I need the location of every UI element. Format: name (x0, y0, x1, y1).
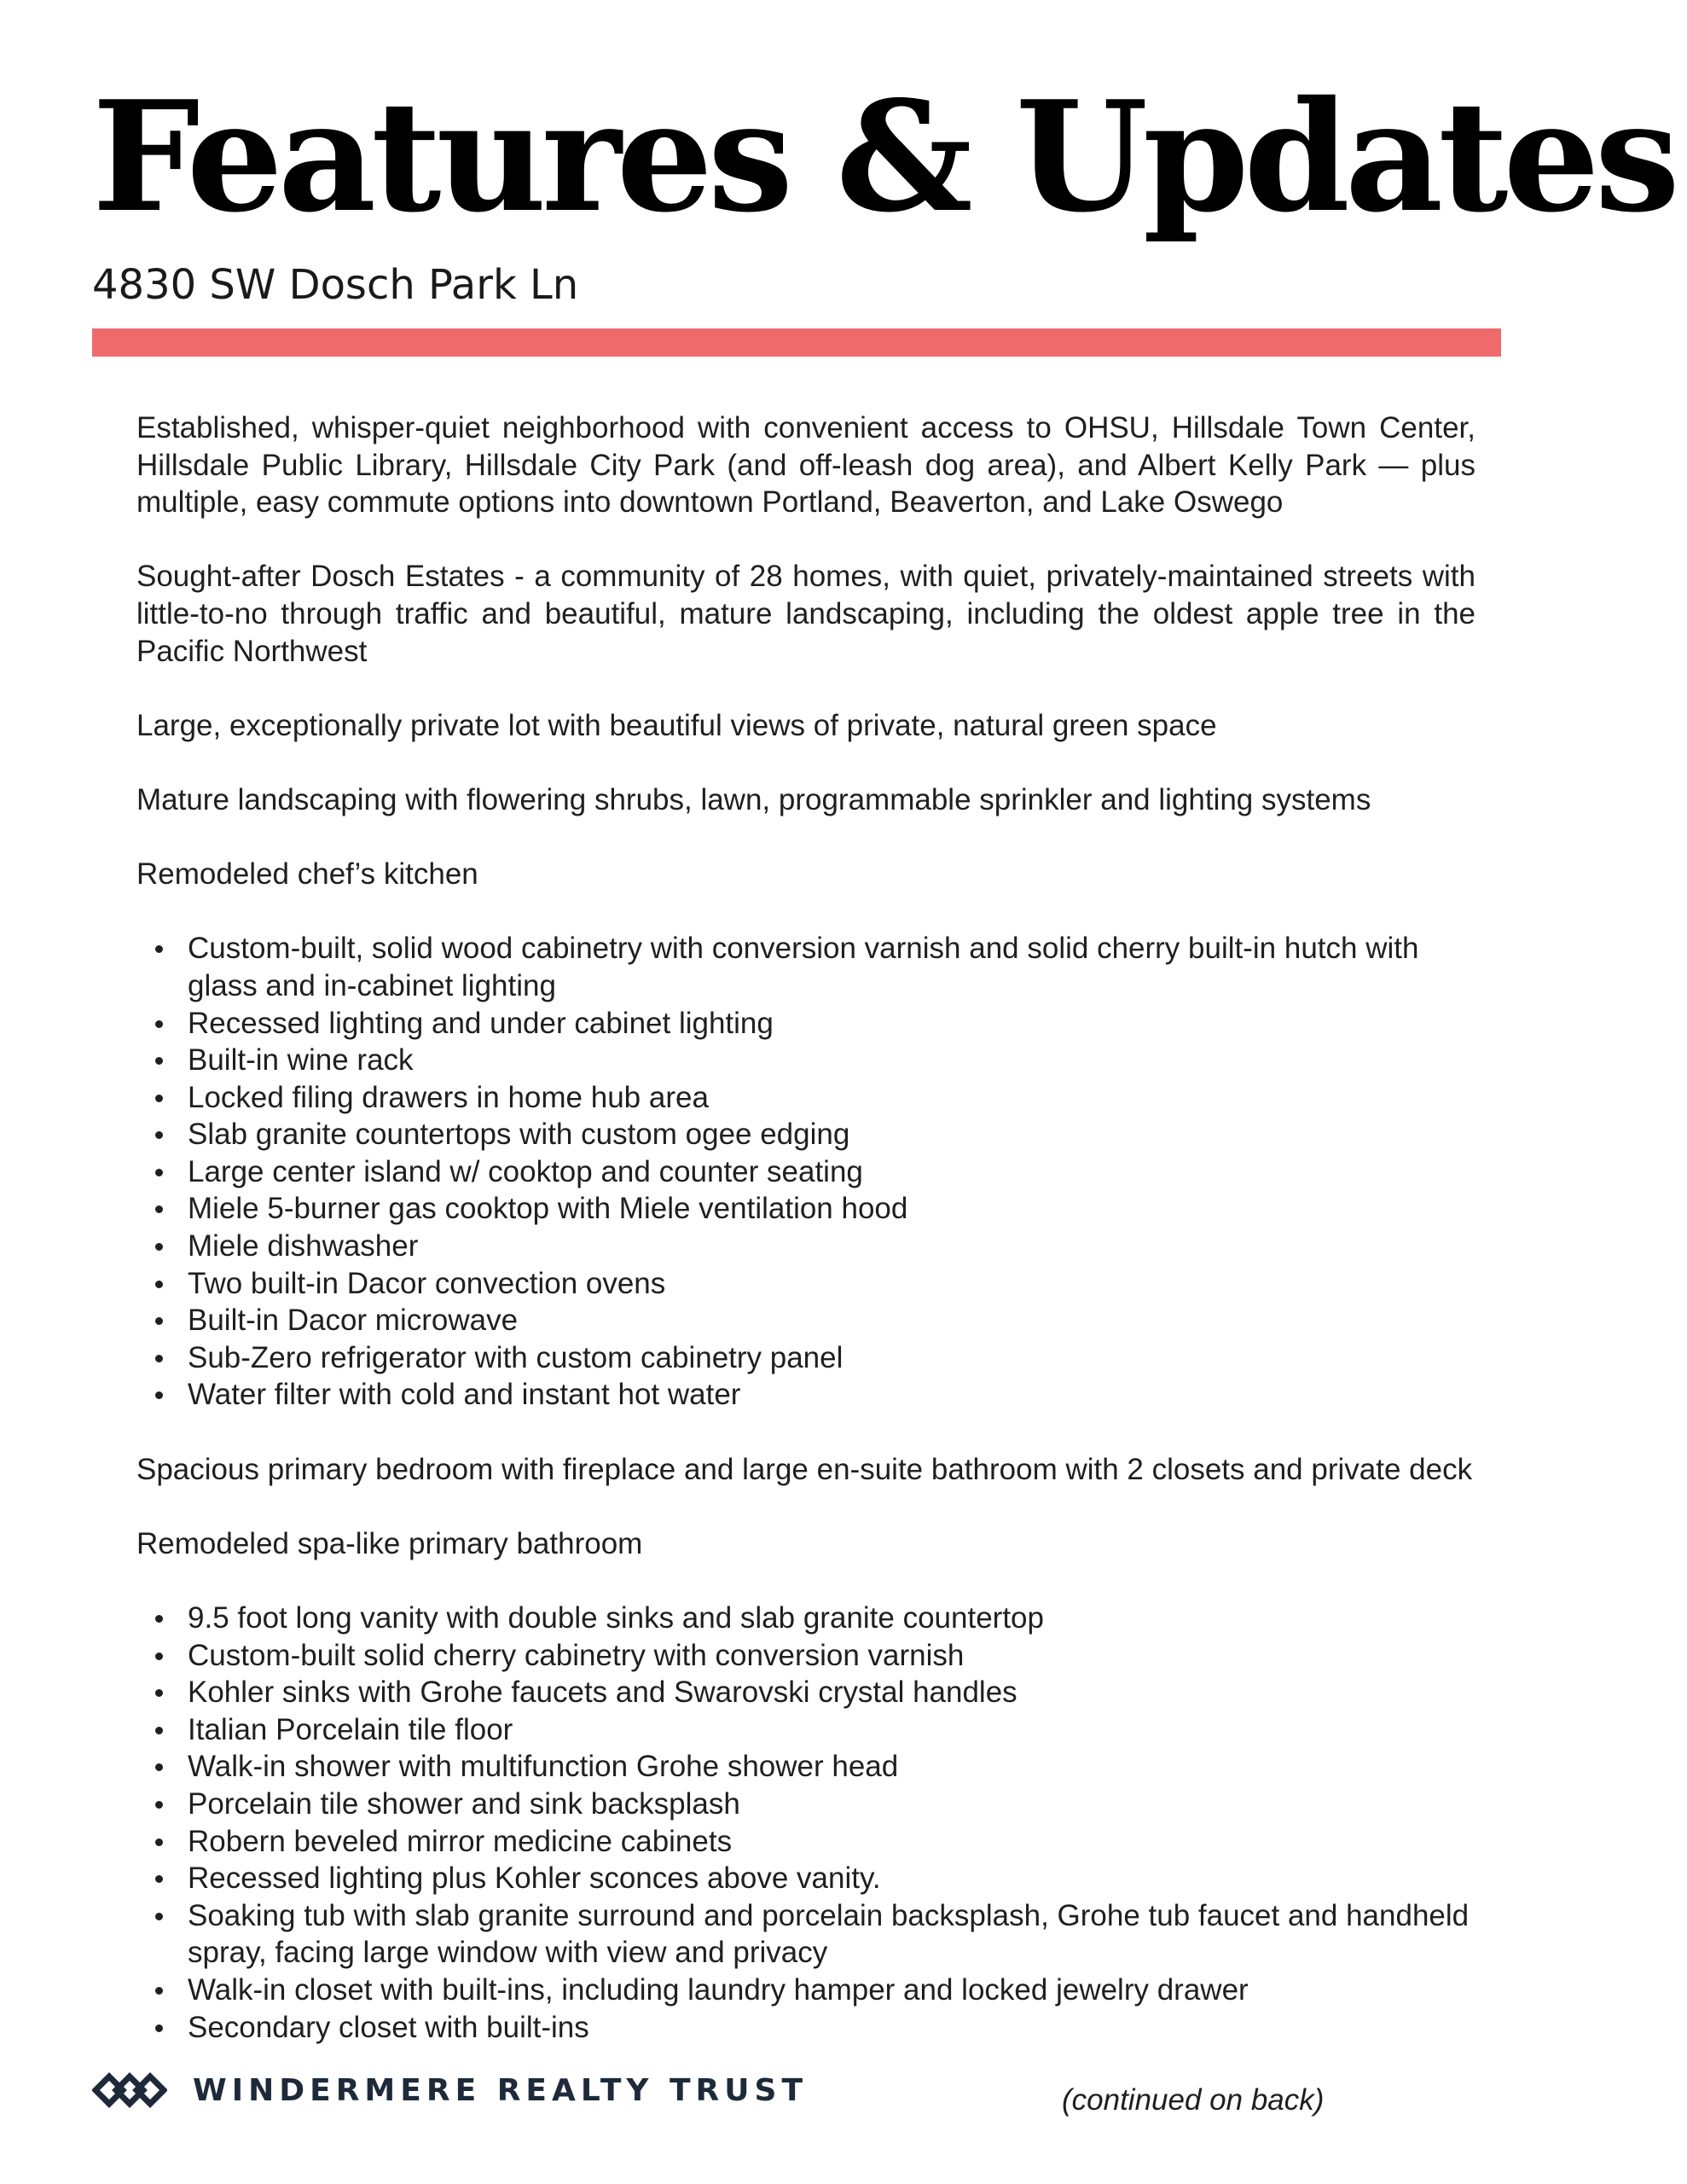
list-item (136, 1376, 1475, 1414)
feature-list (136, 930, 1475, 1414)
list-item-text: Recessed lighting plus Kohler sconces above vanity. (188, 1862, 881, 1896)
bullet-icon (155, 1169, 163, 1176)
bullet-icon (155, 1355, 163, 1362)
list-item-text: Porcelain tile shower and sink backsplash (188, 1786, 740, 1821)
list-item-text: Walk-in closet with built-ins, including laundry hamper and locked jewelry drawer (188, 1972, 1249, 2007)
bullet-icon (155, 1913, 163, 1920)
bullet-icon (155, 1205, 163, 1213)
list-item (136, 1079, 1475, 1117)
bullet-icon (155, 1020, 163, 1028)
features-content (136, 410, 1475, 2083)
list-item-text: Soaking tub with slab granite surround and porcelain backsplash, Grohe tub faucet and handheld spray, facing large window with view and privacy (188, 1898, 1470, 1970)
bullet-icon (155, 1875, 163, 1883)
bullet-icon (155, 1801, 163, 1809)
list-item (136, 1860, 1475, 1897)
list-item-text: Large center island w/ cooktop and counter seating (188, 1154, 863, 1188)
list-item (136, 1897, 1475, 1972)
list-item (136, 1972, 1475, 2009)
feature-paragraph: Sought-after Dosch Estates - a community of 28 homes, with quiet, privately-maintained streets with little-to-no through traffic and beautiful, mature landscaping, including the oldest apple tree in the Pacific Northwest (136, 560, 1475, 668)
list-item (136, 1005, 1475, 1043)
list-item (136, 1190, 1475, 1228)
list-item (136, 1637, 1475, 1675)
list-item (136, 930, 1475, 1004)
list-item (136, 1748, 1475, 1786)
windermere-logo-icon (92, 2067, 167, 2113)
list-item-text: Robern beveled mirror medicine cabinets (188, 1824, 733, 1858)
feature-paragraph: Spacious primary bedroom with fireplace and large en-suite bathroom with 2 closets and private deck (136, 1452, 1473, 1486)
list-item (136, 1153, 1475, 1191)
list-item (136, 1786, 1475, 1823)
bullet-icon (155, 1689, 163, 1697)
bullet-icon (155, 1987, 163, 1995)
feature-paragraph: Large, exceptionally private lot with beautiful views of private, natural green space (136, 708, 1217, 742)
list-item-text: Miele 5-burner gas cooktop with Miele ventilation hood (188, 1192, 908, 1226)
continued-note: (continued on back) (1062, 2083, 1325, 2117)
brand-name: WINDERMERE REALTY TRUST (193, 2072, 808, 2108)
list-item-text: Custom-built solid cherry cabinetry with conversion varnish (188, 1638, 965, 1672)
list-item (136, 1600, 1475, 1637)
list-item (136, 1711, 1475, 1749)
brand-logo (92, 2065, 808, 2116)
bullet-icon (155, 1281, 163, 1288)
list-item (136, 1228, 1475, 1265)
list-item-text: Built-in Dacor microwave (188, 1304, 519, 1338)
bullet-icon (155, 1727, 163, 1734)
property-address: 4830 SW Dosch Park Ln (92, 261, 579, 309)
feature-paragraph: Established, whisper-quiet neighborhood with convenient access to OHSU, Hillsdale Town Center, Hillsdale Public Library, Hillsdale City Park (and off-leash dog area), and Albert Kelly Park — plus multiple, easy commute options into downtown Portland, Beaverton, and Lake Oswego (136, 411, 1475, 520)
list-item-text: Water filter with cold and instant hot water (188, 1378, 741, 1412)
list-item (136, 1302, 1475, 1339)
list-item-text: 9.5 foot long vanity with double sinks and slab granite countertop (188, 1601, 1044, 1635)
feature-list (136, 1600, 1475, 2046)
bullet-icon (155, 1653, 163, 1660)
list-item-text: Built-in wine rack (188, 1043, 414, 1077)
list-item-text: Recessed lighting and under cabinet lighting (188, 1006, 774, 1040)
list-item (136, 1823, 1475, 1861)
list-item (136, 2009, 1475, 2047)
list-item-text: Kohler sinks with Grohe faucets and Swarovski crystal handles (188, 1676, 1017, 1710)
list-item-text: Slab granite countertops with custom ogee edging (188, 1118, 850, 1152)
page-title: Features & Updates (92, 67, 1675, 246)
bullet-icon (155, 1057, 163, 1065)
list-item (136, 1265, 1475, 1303)
accent-divider (92, 328, 1501, 357)
feature-paragraph: Remodeled chef’s kitchen (136, 857, 478, 892)
list-item (136, 1674, 1475, 1711)
list-item (136, 1339, 1475, 1377)
list-item-text: Miele dishwasher (188, 1229, 419, 1263)
list-item-text: Custom-built, solid wood cabinetry with conversion varnish and solid cherry built-in hutch with glass and in-cabinet lighting (188, 932, 1419, 1002)
list-item-text: Sub-Zero refrigerator with custom cabinetry panel (188, 1340, 844, 1374)
bullet-icon (155, 2024, 163, 2032)
bullet-icon (155, 945, 163, 953)
list-item-text: Secondary closet with built-ins (188, 2010, 589, 2044)
bullet-icon (155, 1391, 163, 1399)
bullet-icon (155, 1095, 163, 1102)
bullet-icon (155, 1838, 163, 1846)
list-item-text: Walk-in shower with multifunction Grohe shower head (188, 1750, 899, 1784)
feature-paragraph: Remodeled spa-like primary bathroom (136, 1526, 643, 1560)
list-item (136, 1042, 1475, 1079)
list-item-text: Italian Porcelain tile floor (188, 1712, 513, 1746)
feature-paragraph: Mature landscaping with flowering shrubs, lawn, programmable sprinkler and lighting systems (136, 782, 1371, 816)
bullet-icon (155, 1131, 163, 1139)
bullet-icon (155, 1317, 163, 1325)
list-item-text: Two built-in Dacor convection ovens (188, 1266, 666, 1300)
list-item-text: Locked filing drawers in home hub area (188, 1080, 709, 1114)
list-item (136, 1116, 1475, 1153)
bullet-icon (155, 1615, 163, 1623)
bullet-icon (155, 1763, 163, 1771)
bullet-icon (155, 1243, 163, 1251)
